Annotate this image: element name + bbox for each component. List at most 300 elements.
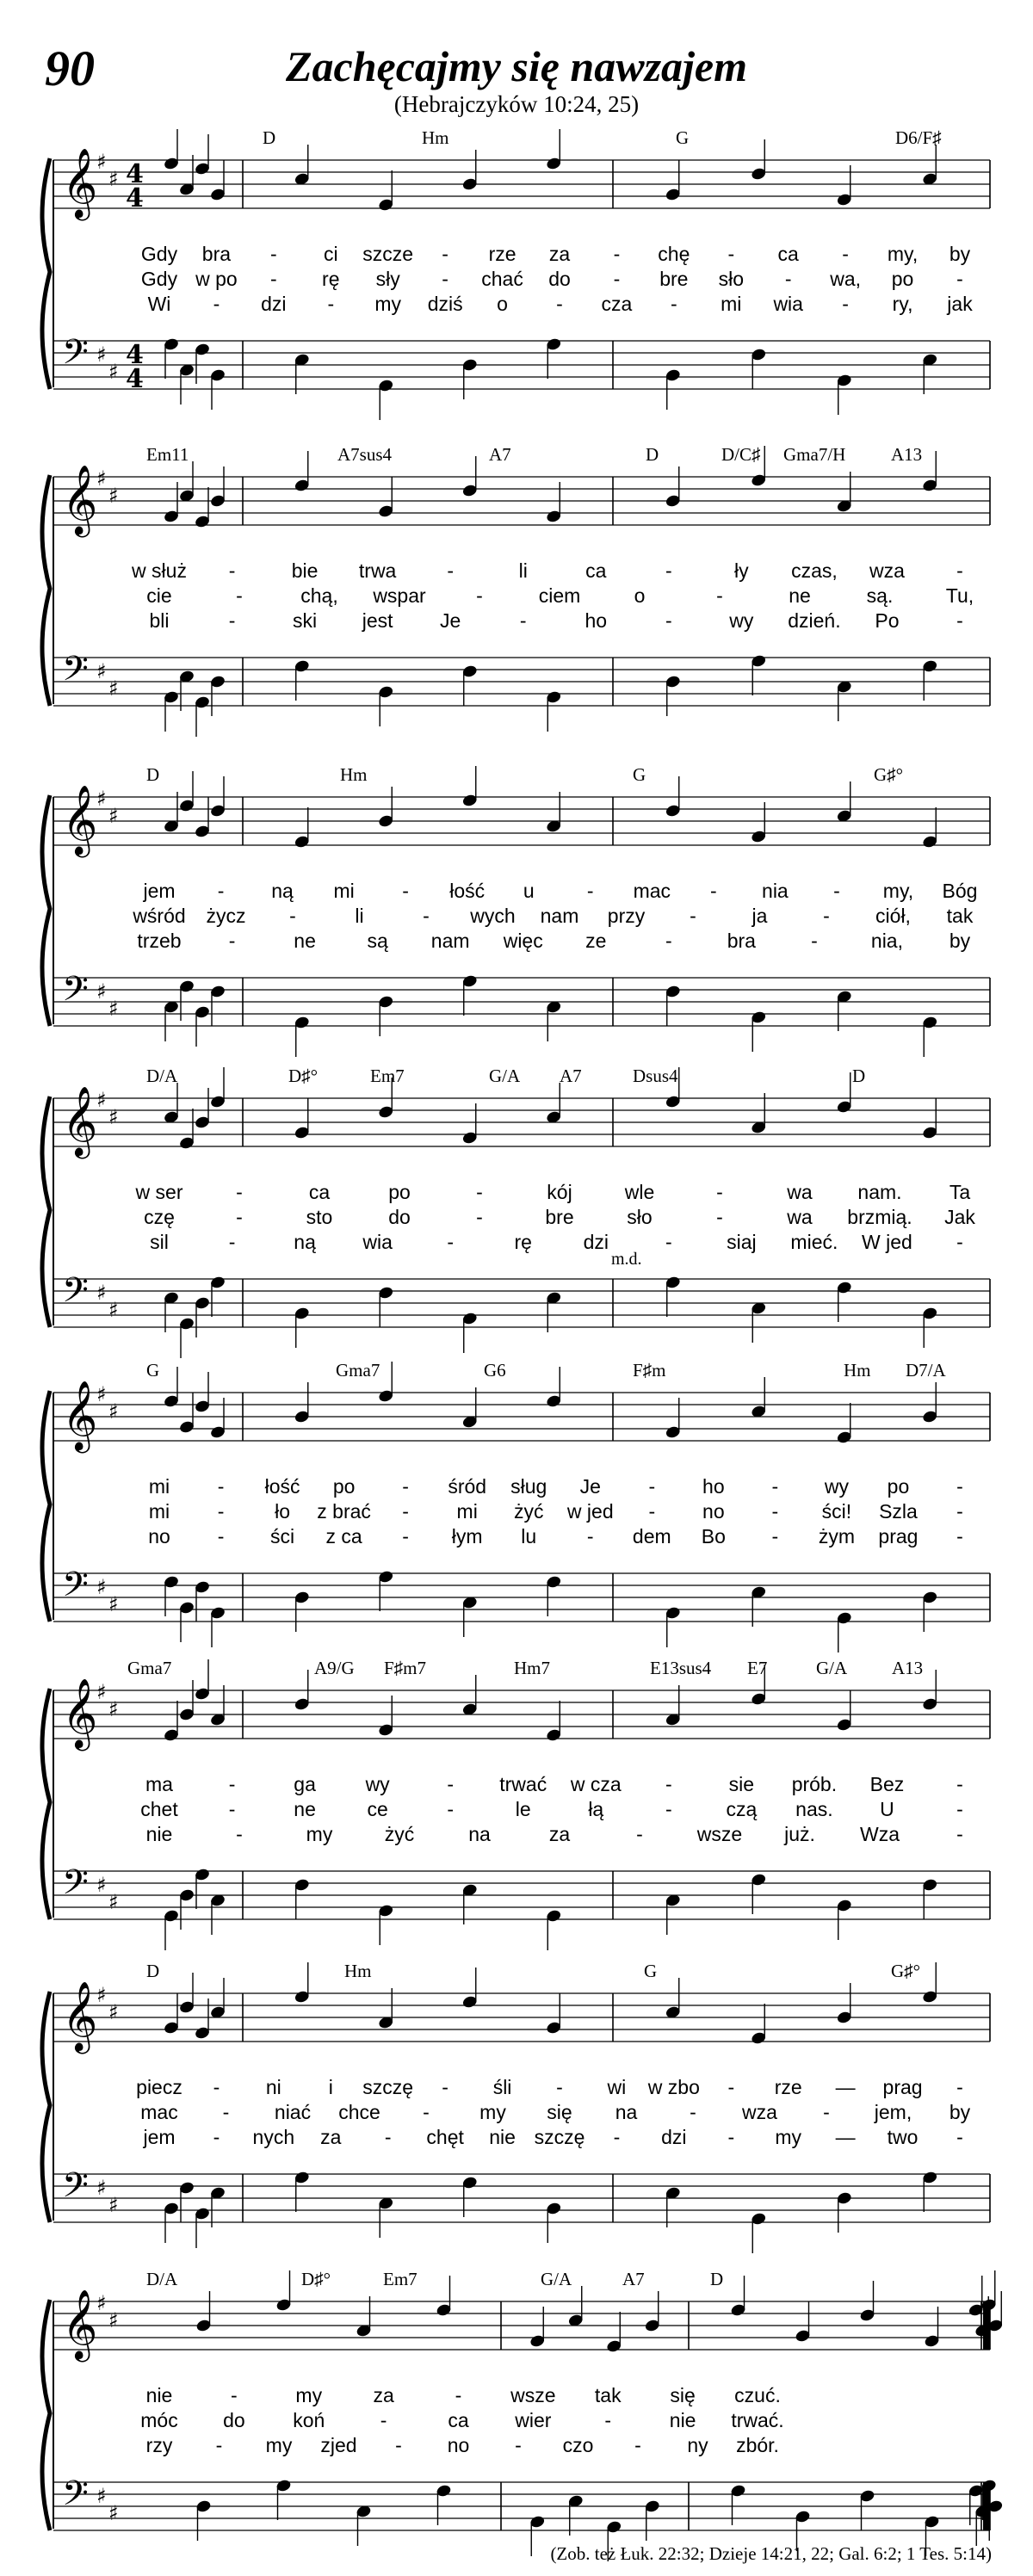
lyric-syllable: trwa bbox=[358, 559, 397, 582]
key-signature bbox=[96, 1983, 119, 2024]
hyphen: - bbox=[519, 609, 527, 632]
lyric-syllable: ma bbox=[145, 1773, 173, 1795]
lyric-syllable: nie bbox=[145, 2384, 173, 2406]
lyric-syllable: wśród bbox=[133, 905, 186, 927]
lyric-syllable: nam bbox=[540, 905, 579, 927]
lyric-syllable: po bbox=[887, 1475, 910, 1498]
music-system bbox=[0, 120, 1033, 430]
chord-symbol: G/A bbox=[816, 1658, 848, 1678]
lyric-syllable: łą bbox=[588, 1798, 604, 1820]
lyric-syllable: w zbo bbox=[647, 2076, 700, 2098]
hyphen: - bbox=[217, 1475, 225, 1498]
lyric-syllable: do bbox=[548, 268, 571, 290]
lyric-syllable: mieć. bbox=[790, 1231, 838, 1253]
lyric-syllable: czas, bbox=[791, 559, 838, 582]
lyric-syllable: jak bbox=[947, 293, 973, 315]
lyric-syllable: za bbox=[373, 2384, 394, 2406]
bass-staff bbox=[53, 1565, 990, 1652]
lyric-syllable: szcze bbox=[362, 243, 414, 265]
lyric-syllable: nie bbox=[669, 2409, 696, 2431]
hyphen: - bbox=[823, 2101, 830, 2123]
lyric-syllable: wa bbox=[787, 1206, 813, 1228]
hyphen: - bbox=[636, 1823, 643, 1845]
chord-symbol: G bbox=[676, 127, 690, 148]
hyphen: - bbox=[447, 1798, 455, 1820]
chord-symbol: G bbox=[633, 764, 646, 785]
lyric-syllable: wia bbox=[773, 293, 803, 315]
svg-text:♯: ♯ bbox=[108, 360, 119, 384]
chord-symbol: D bbox=[710, 2269, 724, 2289]
lyric-syllable: ci bbox=[323, 243, 338, 265]
svg-text:♯: ♯ bbox=[108, 997, 119, 1021]
hyphen: - bbox=[228, 930, 236, 952]
lyric-syllable: ga bbox=[294, 1773, 316, 1795]
bass-staff bbox=[53, 1863, 990, 1950]
key-signature bbox=[96, 1873, 119, 1914]
lyric-syllable: mac bbox=[140, 2101, 178, 2123]
brace-icon bbox=[42, 1096, 50, 1327]
bass-clef-icon: 𝄢 bbox=[62, 969, 89, 1017]
hyphen: - bbox=[665, 1231, 672, 1253]
lyric-syllable: z ca bbox=[325, 1525, 362, 1547]
lyric-syllable: móc bbox=[140, 2409, 178, 2431]
hyphen: - bbox=[402, 1525, 409, 1547]
hyphen: — bbox=[835, 2126, 856, 2148]
key-signature bbox=[96, 466, 119, 508]
hyphen: - bbox=[716, 1206, 723, 1228]
chord-symbol: D7/A bbox=[906, 1360, 946, 1381]
lyric-syllable: czo bbox=[562, 2434, 594, 2456]
lyric-syllable: mi bbox=[148, 1500, 170, 1523]
lyric-syllable: w cza bbox=[570, 1773, 622, 1795]
bass-clef-icon: 𝄢 bbox=[62, 332, 89, 380]
lyric-syllable: szczę bbox=[362, 2076, 414, 2098]
svg-text:♯: ♯ bbox=[96, 150, 107, 174]
hyphen: - bbox=[222, 2101, 230, 2123]
lyric-syllable: chą, bbox=[300, 584, 338, 607]
lyric-syllable: by bbox=[949, 930, 971, 952]
hyphen: - bbox=[710, 880, 717, 902]
hyphen: - bbox=[236, 1823, 243, 1845]
svg-text:♯: ♯ bbox=[96, 2176, 107, 2200]
lyric-syllable: Bóg bbox=[942, 880, 978, 902]
hyphen: - bbox=[402, 880, 409, 902]
lyric-syllable: nia, bbox=[870, 930, 903, 952]
hyphen: - bbox=[213, 2126, 220, 2148]
lyric-syllable: koń bbox=[293, 2409, 325, 2431]
hyphen: - bbox=[586, 880, 594, 902]
lyric-syllable: by bbox=[949, 243, 971, 265]
hyphen: - bbox=[665, 609, 672, 632]
svg-text:♯: ♯ bbox=[108, 167, 119, 191]
lyric-syllable: sły bbox=[375, 268, 400, 290]
bass-staff bbox=[53, 969, 990, 1057]
lyric-syllable: o bbox=[497, 293, 508, 315]
lyric-syllable: prag bbox=[878, 1525, 919, 1547]
lyric-syllable: ły bbox=[734, 559, 749, 582]
lyric-syllable: ne bbox=[294, 1798, 316, 1820]
lyric-syllable: na bbox=[468, 1823, 491, 1845]
bass-clef-icon: 𝄢 bbox=[62, 2165, 89, 2214]
svg-text:♯: ♯ bbox=[108, 2308, 119, 2332]
treble-clef-icon: 𝄞 bbox=[62, 2289, 98, 2359]
chord-symbol: A9/G bbox=[314, 1658, 355, 1678]
lyric-syllable: rę bbox=[322, 268, 340, 290]
svg-text:♯: ♯ bbox=[108, 1890, 119, 1914]
lyric-syllable: wspar bbox=[373, 584, 426, 607]
hyphen: - bbox=[771, 1525, 779, 1547]
chord-symbol: Gma7/H bbox=[783, 444, 846, 465]
bass-clef-icon: 𝄢 bbox=[62, 649, 89, 697]
lyric-syllable: wych bbox=[470, 905, 516, 927]
lyric-syllable: wia bbox=[362, 1231, 393, 1253]
lyric-syllable: my bbox=[479, 2101, 506, 2123]
lyric-syllable: trwać. bbox=[731, 2409, 784, 2431]
svg-text:♯: ♯ bbox=[96, 979, 107, 1004]
treble-staff bbox=[53, 1067, 990, 1158]
hyphen: - bbox=[380, 2409, 387, 2431]
lyric-syllable: sło bbox=[718, 268, 744, 290]
svg-text:♯: ♯ bbox=[96, 343, 107, 367]
lyric-syllable: ści! bbox=[821, 1500, 852, 1523]
chord-symbol: A7 bbox=[560, 1066, 582, 1086]
key-signature bbox=[96, 343, 119, 384]
hymn-title: Zachęcajmy się nawzajem bbox=[285, 42, 748, 90]
lyric-syllable: mi bbox=[721, 293, 742, 315]
lyric-syllable: by bbox=[949, 2101, 971, 2123]
hymn-number: 90 bbox=[45, 40, 95, 96]
key-signature bbox=[96, 1575, 119, 1616]
lyric-syllable: życz bbox=[206, 905, 246, 927]
lyric-syllable: wa, bbox=[830, 268, 862, 290]
lyric-syllable: wier bbox=[515, 2409, 552, 2431]
hyphen: - bbox=[842, 243, 849, 265]
lyric-syllable: bre bbox=[545, 1206, 574, 1228]
lyric-syllable: no bbox=[148, 1525, 170, 1547]
lyric-syllable: Bez bbox=[869, 1773, 905, 1795]
hyphen: - bbox=[727, 243, 735, 265]
svg-text:♯: ♯ bbox=[96, 1575, 107, 1599]
hyphen: - bbox=[956, 1500, 963, 1523]
lyric-syllable: ski bbox=[293, 609, 318, 632]
brace-icon bbox=[42, 1689, 50, 1919]
chord-symbol: A13 bbox=[892, 1658, 924, 1678]
hyphen: - bbox=[648, 1500, 656, 1523]
lyric-syllable: dzi bbox=[661, 2126, 687, 2148]
lyric-syllable: dem bbox=[632, 1525, 671, 1547]
lyric-syllable: wza bbox=[742, 2101, 777, 2123]
hyphen: - bbox=[956, 1525, 963, 1547]
lyric-syllable: nam bbox=[430, 930, 470, 952]
lyric-syllable: wa bbox=[787, 1181, 813, 1203]
hyphen: - bbox=[690, 905, 696, 927]
lyric-syllable: się bbox=[547, 2101, 572, 2123]
chord-symbol: Em7 bbox=[383, 2269, 418, 2289]
key-signature bbox=[96, 2291, 119, 2332]
key-signature bbox=[96, 1680, 119, 1721]
lyric-syllable: mi bbox=[333, 880, 355, 902]
hyphen: - bbox=[833, 880, 840, 902]
lyric-syllable: siaj bbox=[727, 1231, 757, 1253]
lyric-syllable: po bbox=[388, 1181, 411, 1203]
lyric-syllable: z brać bbox=[317, 1500, 371, 1523]
brace-icon bbox=[42, 2300, 50, 2530]
hyphen: - bbox=[671, 293, 677, 315]
hyphen: — bbox=[835, 2076, 856, 2098]
svg-text:♯: ♯ bbox=[108, 1399, 119, 1424]
chord-symbol: A7 bbox=[622, 2269, 645, 2289]
hyphen: - bbox=[690, 2101, 696, 2123]
svg-text:♯: ♯ bbox=[108, 1697, 119, 1721]
lyric-syllable: Je bbox=[579, 1475, 601, 1498]
lyric-syllable: się bbox=[670, 2384, 696, 2406]
time-signature-denominator: 4 bbox=[126, 183, 144, 213]
hyphen: - bbox=[586, 1525, 594, 1547]
svg-text:♯: ♯ bbox=[108, 2193, 119, 2217]
lyric-syllable: Tu, bbox=[945, 584, 974, 607]
svg-text:♯: ♯ bbox=[96, 2484, 107, 2508]
key-signature bbox=[96, 2176, 119, 2217]
hyphen: - bbox=[228, 1773, 236, 1795]
lyric-syllable: ło bbox=[275, 1500, 291, 1523]
lyric-syllable: wza bbox=[869, 559, 905, 582]
lyric-syllable: zjed bbox=[320, 2434, 357, 2456]
hyphen: - bbox=[270, 268, 277, 290]
chord-symbol: D♯° bbox=[288, 1066, 319, 1086]
hyphen: - bbox=[423, 2101, 430, 2123]
chord-symbol: Hm bbox=[844, 1360, 871, 1381]
lyric-syllable: wy bbox=[365, 1773, 390, 1795]
lyric-syllable: ce bbox=[367, 1798, 388, 1820]
music-system bbox=[0, 1651, 1033, 1961]
hyphen: - bbox=[213, 2076, 220, 2098]
hyphen: - bbox=[455, 2384, 462, 2406]
key-signature bbox=[96, 979, 119, 1021]
chord-symbol: Hm bbox=[340, 764, 368, 785]
hyphen: - bbox=[556, 2076, 563, 2098]
hyphen: - bbox=[228, 1798, 236, 1820]
treble-clef-icon: 𝄞 bbox=[62, 1380, 98, 1450]
chord-symbol: Em7 bbox=[370, 1066, 405, 1086]
lyric-syllable: mac bbox=[633, 880, 671, 902]
treble-staff bbox=[53, 446, 990, 537]
lyric-syllable: wy bbox=[824, 1475, 849, 1498]
lyric-syllable: nych bbox=[252, 2126, 295, 2148]
svg-text:♯: ♯ bbox=[108, 804, 119, 828]
hyphen: - bbox=[727, 2076, 735, 2098]
lyric-syllable: ciół, bbox=[875, 905, 911, 927]
hyphen: - bbox=[476, 584, 483, 607]
chord-symbol: D bbox=[146, 764, 160, 785]
lyric-syllable: brzmią. bbox=[847, 1206, 912, 1228]
chord-symbol: Gma7 bbox=[127, 1658, 172, 1678]
lyric-syllable: Je bbox=[440, 609, 461, 632]
lyric-syllable: jest bbox=[362, 609, 393, 632]
hyphen: - bbox=[442, 2076, 448, 2098]
svg-text:♯: ♯ bbox=[108, 484, 119, 508]
lyric-syllable: no bbox=[447, 2434, 470, 2456]
chord-symbol: D/C♯ bbox=[721, 444, 761, 465]
lyric-syllable: czą bbox=[726, 1798, 758, 1820]
scripture-reference: (Hebrajczyków 10:24, 25) bbox=[393, 91, 640, 117]
lyric-syllable: ca bbox=[448, 2409, 469, 2431]
lyric-syllable: tak bbox=[594, 2384, 622, 2406]
lyric-syllable: nie bbox=[489, 2126, 516, 2148]
chord-symbol: D6/F♯ bbox=[895, 127, 942, 148]
chord-symbol: Hm bbox=[422, 127, 449, 148]
hyphen: - bbox=[956, 609, 963, 632]
lyric-syllable: do bbox=[223, 2409, 245, 2431]
hyphen: - bbox=[613, 268, 621, 290]
music-system bbox=[0, 2262, 1033, 2572]
lyric-syllable: ry, bbox=[892, 293, 913, 315]
lyric-syllable: łym bbox=[451, 1525, 483, 1547]
lyric-syllable: my bbox=[295, 2384, 323, 2406]
lyric-syllable: my bbox=[374, 293, 402, 315]
lyric-syllable: wsze bbox=[696, 1823, 743, 1845]
bass-clef-icon: 𝄢 bbox=[62, 1565, 89, 1613]
bass-clef-icon: 𝄢 bbox=[62, 2474, 89, 2522]
lyric-syllable: chce bbox=[338, 2101, 380, 2123]
lyric-syllable: ho bbox=[585, 609, 608, 632]
hyphen: - bbox=[236, 1206, 243, 1228]
lyric-syllable: chę bbox=[658, 243, 690, 265]
lyric-syllable: zbór. bbox=[736, 2434, 779, 2456]
bass-clef-icon: 𝄢 bbox=[62, 1270, 89, 1319]
hyphen: - bbox=[215, 2434, 223, 2456]
treble-clef-icon: 𝄞 bbox=[62, 1980, 98, 2051]
lyric-syllable: sie bbox=[728, 1773, 755, 1795]
hyphen: - bbox=[476, 1181, 483, 1203]
chord-symbol: F♯m7 bbox=[384, 1658, 427, 1678]
hyphen: - bbox=[236, 1181, 243, 1203]
chord-symbol: A13 bbox=[891, 444, 923, 465]
lyric-syllable: no bbox=[702, 1500, 725, 1523]
lyric-syllable: my, bbox=[882, 880, 914, 902]
lyric-syllable: bra bbox=[201, 243, 232, 265]
hyphen: - bbox=[228, 609, 236, 632]
lyric-syllable: two bbox=[887, 2126, 919, 2148]
lyric-syllable: czę bbox=[144, 1206, 175, 1228]
chord-symbol: G6 bbox=[484, 1360, 506, 1381]
hyphen: - bbox=[956, 1773, 963, 1795]
lyric-syllable: my, bbox=[887, 243, 919, 265]
treble-clef-icon: 𝄞 bbox=[62, 147, 98, 218]
lyric-syllable: wy bbox=[729, 609, 754, 632]
hyphen: - bbox=[476, 1206, 483, 1228]
chord-symbol: G bbox=[644, 1961, 658, 1981]
brace-icon bbox=[42, 158, 50, 389]
lyric-syllable: łość bbox=[264, 1475, 300, 1498]
lyric-syllable: ca bbox=[308, 1181, 331, 1203]
chord-symbol: D bbox=[263, 127, 276, 148]
lyric-syllable: mi bbox=[148, 1475, 170, 1498]
hyphen: - bbox=[842, 293, 849, 315]
lyric-syllable: Szla bbox=[879, 1500, 918, 1523]
music-system bbox=[0, 1954, 1033, 2264]
lyric-syllable: żyć bbox=[513, 1500, 544, 1523]
lyric-syllable: ne bbox=[789, 584, 811, 607]
chord-symbol: D bbox=[146, 1961, 160, 1981]
lyric-syllable: ną bbox=[271, 880, 294, 902]
brace-icon bbox=[42, 1391, 50, 1622]
hyphen: - bbox=[402, 1500, 409, 1523]
hyphen: - bbox=[956, 1823, 963, 1845]
hyphen: - bbox=[384, 2126, 392, 2148]
lyric-syllable: dzi bbox=[261, 293, 287, 315]
lyric-syllable: wle bbox=[624, 1181, 655, 1203]
key-signature bbox=[96, 659, 119, 701]
svg-text:♯: ♯ bbox=[96, 1983, 107, 2007]
lyric-syllable: sil bbox=[150, 1231, 169, 1253]
hyphen: - bbox=[556, 293, 563, 315]
lyric-syllable: rze bbox=[488, 243, 516, 265]
lyric-syllable: Po bbox=[875, 609, 900, 632]
bass-staff bbox=[53, 2165, 990, 2253]
lyric-syllable: dziś bbox=[427, 293, 463, 315]
hyphen: - bbox=[231, 2384, 238, 2406]
lyric-syllable: sto bbox=[306, 1206, 333, 1228]
lyric-syllable: ną bbox=[294, 1231, 316, 1253]
lyric-syllable: w po bbox=[195, 268, 238, 290]
svg-text:♯: ♯ bbox=[96, 1281, 107, 1305]
performance-marking: m.d. bbox=[611, 1250, 642, 1269]
lyric-syllable: lu bbox=[521, 1525, 537, 1547]
lyric-syllable: za bbox=[548, 243, 571, 265]
lyric-syllable: cza bbox=[601, 293, 633, 315]
hyphen: - bbox=[228, 1231, 236, 1253]
music-system bbox=[0, 1059, 1033, 1368]
treble-clef-icon: 𝄞 bbox=[62, 464, 98, 534]
lyric-syllable: my bbox=[265, 2434, 293, 2456]
brace-icon bbox=[42, 795, 50, 1026]
lyric-syllable: do bbox=[388, 1206, 411, 1228]
hyphen: - bbox=[956, 2076, 963, 2098]
lyric-syllable: na bbox=[615, 2101, 638, 2123]
lyric-syllable: jem bbox=[143, 880, 176, 902]
lyric-syllable: trwać bbox=[499, 1773, 547, 1795]
hyphen: - bbox=[613, 243, 621, 265]
final-barline bbox=[983, 2301, 990, 2350]
lyric-syllable: nia bbox=[762, 880, 789, 902]
hyphen: - bbox=[613, 2126, 621, 2148]
hyphen: - bbox=[447, 1773, 455, 1795]
lyric-syllable: śli bbox=[492, 2076, 512, 2098]
music-system bbox=[0, 757, 1033, 1067]
lyric-syllable: mi bbox=[456, 1500, 478, 1523]
lyric-syllable: U bbox=[880, 1798, 894, 1820]
lyric-syllable: piecz bbox=[136, 2076, 182, 2098]
treble-staff bbox=[53, 2270, 1004, 2362]
svg-text:♯: ♯ bbox=[108, 1105, 119, 1129]
lyric-syllable: ści bbox=[270, 1525, 295, 1547]
lyric-syllable: wsze bbox=[510, 2384, 556, 2406]
hyphen: - bbox=[956, 268, 963, 290]
lyric-syllable: o bbox=[634, 584, 646, 607]
hyphen: - bbox=[395, 2434, 402, 2456]
key-signature bbox=[96, 150, 119, 191]
treble-staff bbox=[53, 129, 990, 220]
lyric-syllable: jem bbox=[143, 2126, 176, 2148]
hyphen: - bbox=[956, 1798, 963, 1820]
lyric-syllable: bre bbox=[659, 268, 689, 290]
lyric-syllable: ca bbox=[585, 559, 607, 582]
lyric-syllable: kój bbox=[547, 1181, 572, 1203]
chord-symbol: A7 bbox=[489, 444, 511, 465]
hyphen: - bbox=[402, 1475, 409, 1498]
svg-text:♯: ♯ bbox=[96, 2291, 107, 2315]
lyric-syllable: żym bbox=[818, 1525, 856, 1547]
